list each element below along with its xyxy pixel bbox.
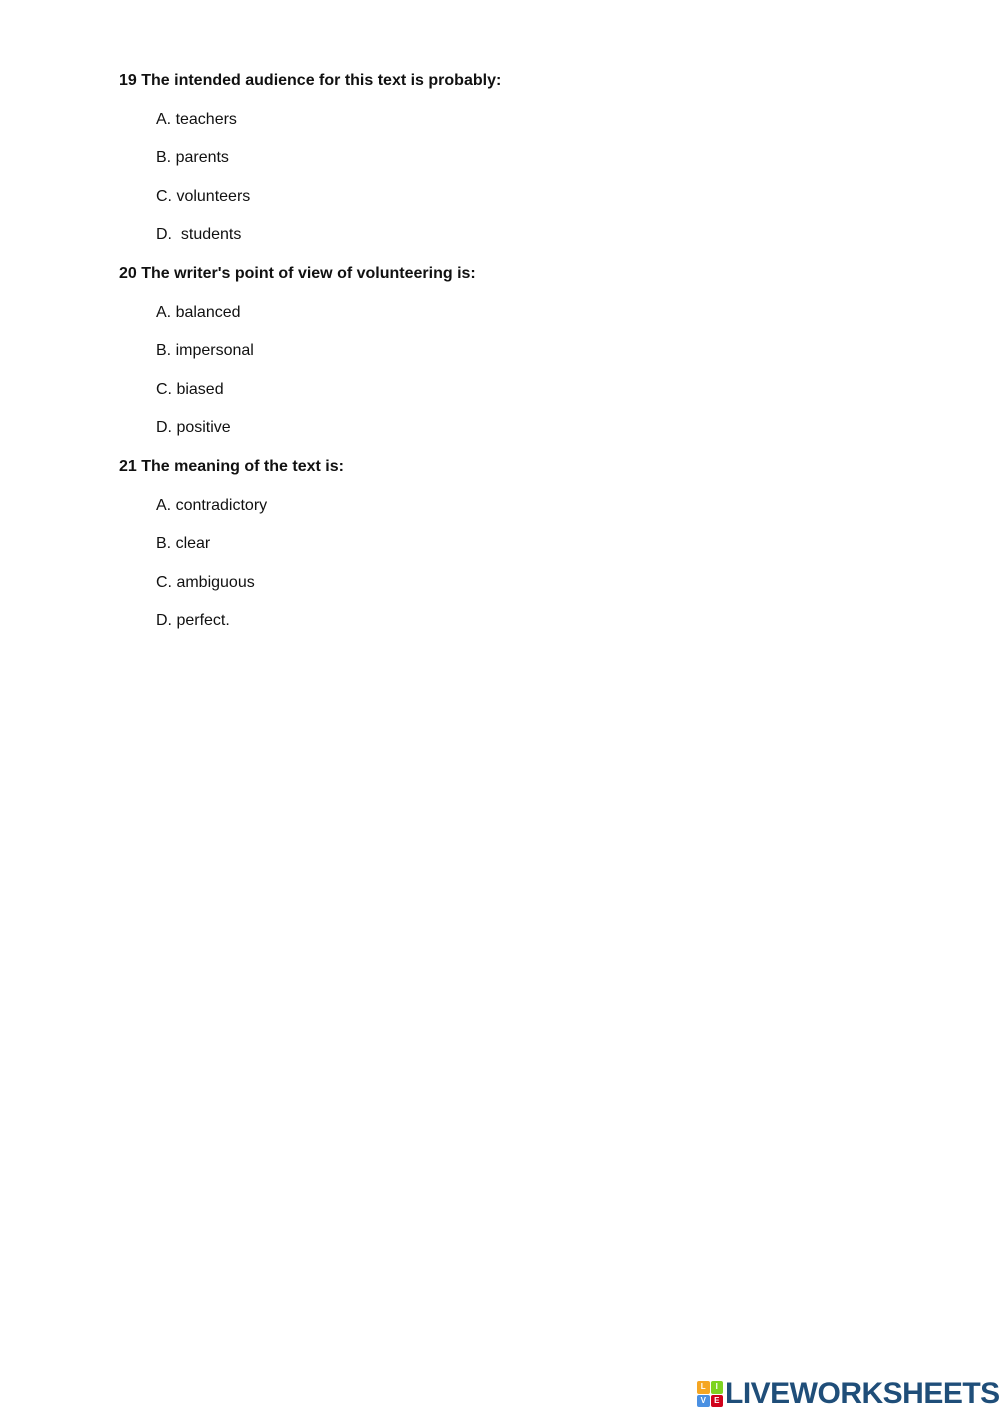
question-19-option-a: A. teachers: [156, 111, 237, 128]
question-20: 20 The writer's point of view of volunteering is:: [119, 265, 476, 282]
logo-mark-tile: V: [697, 1395, 710, 1408]
question-21-option-d: D. perfect.: [156, 612, 230, 629]
question-21-option-c: C. ambiguous: [156, 574, 255, 591]
question-19: 19 The intended audience for this text is probably:: [119, 72, 502, 89]
logo-mark-tile: I: [711, 1381, 724, 1394]
question-20-option-c: C. biased: [156, 381, 224, 398]
question-19-option-c: C. volunteers: [156, 188, 251, 205]
logo-mark-tile: E: [711, 1395, 724, 1408]
question-20-option-d: D. positive: [156, 419, 231, 436]
question-19-option-d: D. students: [156, 226, 242, 243]
liveworksheets-logo-mark: [697, 1381, 723, 1407]
question-19-option-b: B. parents: [156, 149, 229, 166]
question-21-option-b: B. clear: [156, 535, 211, 552]
logo-mark-tile: L: [697, 1381, 710, 1394]
liveworksheets-logo: [697, 1378, 1000, 1410]
question-21-option-a: A. contradictory: [156, 497, 268, 514]
liveworksheets-logo-text: LIVEWORKSHEETS: [725, 1377, 1000, 1410]
question-21: 21 The meaning of the text is:: [119, 458, 344, 475]
question-20-option-b: B. impersonal: [156, 342, 254, 359]
question-20-option-a: A. balanced: [156, 304, 241, 321]
